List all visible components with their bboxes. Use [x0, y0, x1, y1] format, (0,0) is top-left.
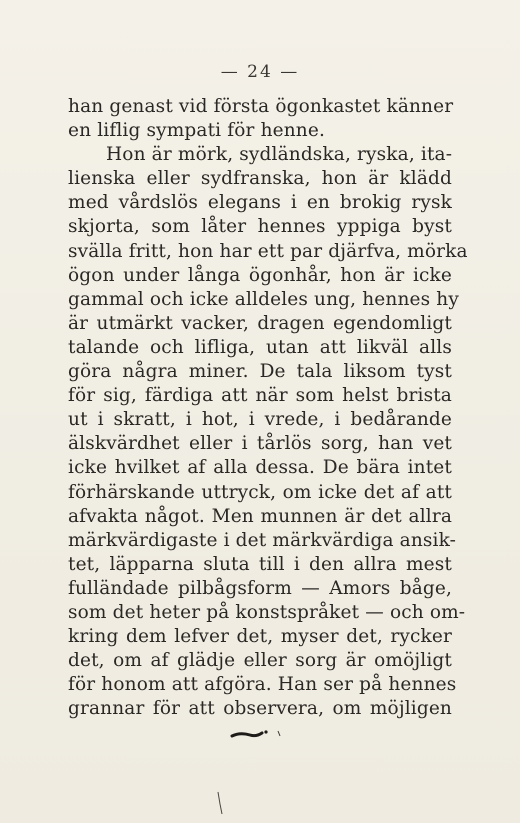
text-line: grannar för att observera, om möjligen: [68, 698, 452, 720]
text-line: det, om af glädje eller sorg är omöjligt: [68, 650, 452, 672]
text-line: för honom att afgöra. Han ser på hennes: [68, 674, 457, 696]
text-line: ut i skratt, i hot, i vrede, i bedårande: [68, 409, 452, 431]
text-line: svälla fritt, hon har ett par djärfva, mörka: [68, 240, 468, 262]
body-text: [68, 95, 468, 721]
text-line: en liflig sympati för henne.: [68, 120, 326, 142]
ink-speck: [216, 790, 224, 816]
text-line: fulländade pilbågsform — Amors båge,: [68, 577, 452, 599]
text-line: icke hvilket af alla dessa. De bära intet: [68, 457, 452, 479]
ornament-mark: [228, 727, 288, 741]
text-line: för sig, färdiga att när som helst brista: [68, 385, 452, 407]
text-line: kring dem lefver det, myser det, rycker: [68, 626, 452, 648]
text-line: märkvärdigaste i det märkvärdiga ansik-: [68, 529, 457, 551]
text-line: gammal och icke alldeles ung, hennes hy: [68, 288, 459, 310]
text-line: med vårdslös elegans i en brokig rysk: [68, 192, 452, 214]
text-line: är utmärkt vacker, dragen egendomligt: [68, 312, 452, 334]
text-line: ögon under långa ögonhår, hon är icke: [68, 264, 452, 286]
text-line: afvakta något. Men munnen är det allra: [68, 505, 452, 527]
text-line: Hon är mörk, sydländska, ryska, ita-: [106, 144, 453, 166]
text-line: förhärskande uttryck, om icke det af att: [68, 481, 452, 503]
text-line: tet, läpparna sluta till i den allra mest: [68, 553, 452, 575]
text-line: lienska eller sydfranska, hon är klädd: [68, 168, 452, 190]
text-line: han genast vid första ögonkastet känner: [68, 96, 454, 117]
text-line: göra några miner. De tala liksom tyst: [68, 361, 452, 383]
text-line: skjorta, som låter hennes yppiga byst: [68, 216, 452, 238]
text-line: älskvärdhet eller i tårlös sorg, han vet: [68, 433, 452, 455]
text-line: talande och lifliga, utan att likväl alls: [68, 336, 452, 358]
text-line: som det heter på konstspråket — och om-: [68, 601, 466, 623]
page-number: — 24 —: [220, 62, 300, 82]
